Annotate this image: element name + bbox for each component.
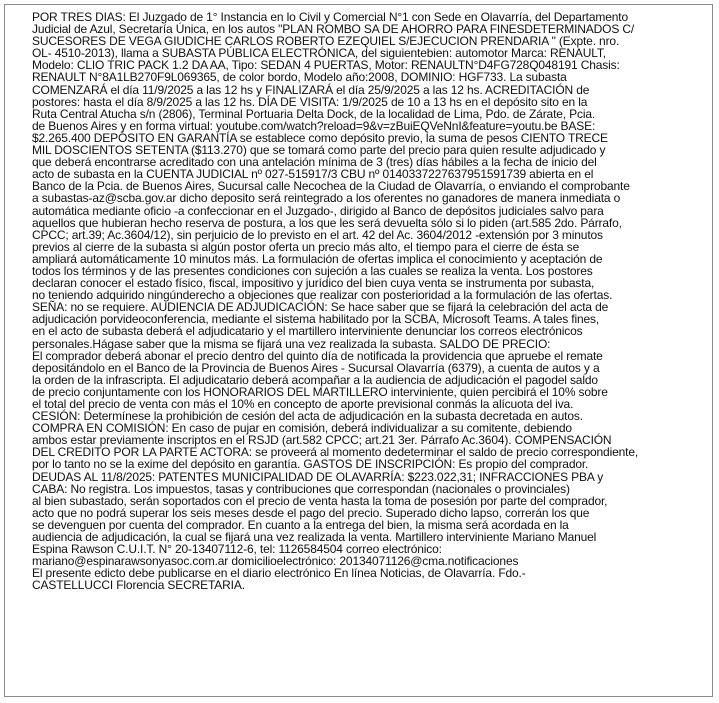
edict-line-47: El presente edicto debe publicarse en el diario electrónico En línea Noticias, de Olavarría. Fdo.- xyxy=(32,566,526,581)
edict-line-12: MIL DOSCIENTOS SETENTA ($113.270) que se tomará como parte del precio para quien resulte adjudicado y xyxy=(32,143,606,158)
edict-line-23: declaran conocer el estado físico, fiscal, impositivo y jurídico del bien cuya venta se instrumenta por subasta, xyxy=(32,276,595,291)
edict-line-42: acto que no podrá superar los seis meses desde el pago del precio. Superado dicho lapso, correrán los que xyxy=(32,505,590,520)
edict-line-44: audiencia de adjudicación, la cual se fijará una vez realizada la venta. Martillero interviniente Mariano Manuel xyxy=(32,530,597,545)
edict-line-1: POR TRES DIAS: El Juzgado de 1° Instancia en lo Civil y Comercial N°1 con Sede en Olavarría, del Departamento xyxy=(32,10,628,24)
edict-line-2: Judicial de Azul, Secretaría Única, en los autos "PLAN ROMBO SA DE AHORRO PARA FINESDETERMINADOS C/ xyxy=(32,22,635,37)
edict-line-28: personales.Hágase saber que la misma se fijará una vez realizada la subasta. SALDO DE PRECIO: xyxy=(32,336,551,351)
legal-edict-notice xyxy=(4,4,713,697)
edict-line-6: RENAULT N°8A1LB270F9L069365, de color bordo, Modelo año:2008, DOMINIO: HGF733. La subasta xyxy=(32,70,567,85)
edict-line-24: no teniendo adquirido ningúnderecho a objeciones que realizar con posterioridad a la formulación de las ofertas. xyxy=(32,288,613,303)
edict-line-18: aquellos que hubieran hecho reserva de postura, a los que les será devuelta sólo si lo piden (art.585 2do. Párrafo, xyxy=(32,215,622,230)
edict-line-20: previos al cierre de la subasta si algún postor oferta un precio más alto, el tiempo para el cierre de ésta se xyxy=(32,239,580,254)
edict-line-36: ambos estar previamente inscriptos en el RSJD (art.582 CPCC; art.21 3er. Párrafo Ac.3604). COMPENSACIÓN xyxy=(32,433,612,448)
edict-line-25: SEÑA: no se requiere. AUDIENCIA DE ADJUDICACIÓN: Se hace saber que se fijará la celebración del acta de xyxy=(32,300,609,315)
edict-line-34: CESIÓN: Determínese la prohibición de cesión del acta de adjudicación en la subasta decretada en autos. xyxy=(32,409,583,424)
edict-line-43: se devenguen por cuenta del comprador. En cuanto a la entrega del bien, la misma será acordada en la xyxy=(32,517,569,532)
edict-line-4: OL- 4510-2013), llama a SUBASTA PÚBLICA ELECTRÓNICA, del siguientebien: automotor Marca: RENAULT, xyxy=(32,46,606,61)
edict-line-26: adjudicación porvideoconferencia, mediante el sistema habilitado por la SCBA, Microsoft Teams. A tales fines, xyxy=(32,312,600,327)
edict-line-30: depositándolo en el Banco de la Provincia de Buenos Aires - Sucursal Olavarría (6379), a cuenta de autos y a xyxy=(32,360,600,375)
edict-line-14: acto de subasta en la CUENTA JUDICIAL nº 027-515917/3 CBU nº 0140337227637951591739 abierta en el xyxy=(32,167,594,182)
edict-line-33: el total del precio de venta con más el 10% en concepto de aporte previsional conmás la alícuota del iva. xyxy=(32,397,574,411)
edict-line-5: Modelo: CLIO TRIC PACK 1.2 DA AA, Tipo: SEDAN 4 PUERTAS, Motor: RENAULTN°D4FG728Q048191 Chasis: xyxy=(32,58,620,73)
edict-line-39: DEUDAS AL 11/8/2025: PATENTES MUNICIPALIDAD DE OLAVARRÍA: $223.022,31; INFRACCIONES PBA y xyxy=(32,469,604,484)
edict-line-10: de Buenos Aires y en forma virtual: youtube.com/watch?reload=9&v=zBuiEQVeNnI&feature=youtu.be BASE: xyxy=(32,118,596,133)
edict-line-9: Ruta Central Atucha s/n (2806), Terminal Portuaria Delta Dock, de la localidad de Lima, Pdo. de Zárate, Pcia. xyxy=(32,106,596,121)
edict-line-27: en el acto de subasta deberá el adjudicatario y el martillero interviniente denunciar los correos electrónicos xyxy=(32,324,583,339)
edict-line-16: a subastas-az@scba.gov.ar dicho deposito será reintegrado a los oferentes no ganadores de manera inmediata o xyxy=(32,191,621,206)
edict-line-3: SUCESORES DE VEGA GIUDICHE CARLOS ROBERTO EZEQUIEL S/EJECUCION PRENDARIA " (Expte. nro. xyxy=(32,34,620,49)
edict-line-35: COMPRA EN COMISIÓN: En caso de pujar en comisión, deberá individualizar a su comitente, debiendo xyxy=(32,421,572,436)
edict-line-48: CASTELLUCCI Florencia SECRETARIA. xyxy=(32,578,245,593)
edict-line-46: mariano@espinarawsonyasoc.com.ar domicilioelectrónico: 20134071126@cma.notificaciones xyxy=(32,554,519,569)
edict-line-19: CPCC; art.39; Ac.3604/12), sin perjuicio de lo previsto en el art. 42 del Ac. 3604/2012 -extensión por 3 minutos xyxy=(32,227,603,242)
edict-line-15: Banco de la Pcia. de Buenos Aires, Sucursal calle Necochea de la Ciudad de Olavarría, o enviando el comprobante xyxy=(32,179,630,194)
edict-line-45: Espina Rawson C.U.I.T. N° 20-13407112-6, tel: 1126584504 correo electrónico: xyxy=(32,542,442,557)
edict-line-8: postores: hasta el día 8/9/2025 a las 12 hs. DÍA DE VISITA: 1/9/2025 de 10 a 13 hs en el depósito sito en la xyxy=(32,94,588,109)
edict-line-29: El comprador deberá abonar el precio dentro del quinto día de notificada la providencia que apruebe el remate xyxy=(32,348,603,363)
edict-line-38: por lo tanto no se la exime del depósito en garantía. GASTOS DE INSCRIPCIÓN: Es propio del comprador. xyxy=(32,457,589,472)
edict-line-40: CABA: No registra. Los impuestos, tasas y contribuciones que correspondan (nacionales o provinciales) xyxy=(32,481,570,496)
edict-line-21: ampliará automáticamente 10 minutos más. La formulación de ofertas implica el conocimiento y aceptación de xyxy=(32,251,603,266)
edict-line-22: todos los términos y de las presentes condiciones con sujeción a las cuales se realiza la venta. Los postores xyxy=(32,263,593,278)
edict-line-37: DEL CREDITO POR LA PARTE ACTORA: se proveerá al momento dedeterminar el saldo de precio correspondiente, xyxy=(32,445,639,460)
edict-line-17: automática mediante oficio -a confeccionar en el Juzgado-, dirigido al Banco de depósitos judiciales salvo para xyxy=(32,203,604,218)
edict-line-13: que deberá encontrarse acreditado con una antelación mínima de 3 (tres) días hábiles a la fecha de inicio del xyxy=(32,155,597,170)
edict-line-41: al bien subastado, serán soportados con el precio de venta hasta la toma de posesión por parte del comprador, xyxy=(32,493,608,508)
edict-line-31: la orden de la infrascripta. El adjudicatario deberá acompañar a la audiencia de adjudicación el pagodel saldo xyxy=(32,372,598,387)
edict-line-11: $2.265.400 DEPÓSITO EN GARANTÍA se establece como depósito previo, la suma de pesos CIENTO TRECE xyxy=(32,130,608,145)
edict-line-7: COMENZARÁ el día 11/9/2025 a las 12 hs y FINALIZARÁ el día 25/9/2025 a las 12 hs. ACREDITACIÓN de xyxy=(32,82,590,97)
edict-line-32: de precio conjuntamente con los HONORARIOS DEL MARTILLERO interviniente, quien percibirá el 10% sobre xyxy=(32,384,608,399)
